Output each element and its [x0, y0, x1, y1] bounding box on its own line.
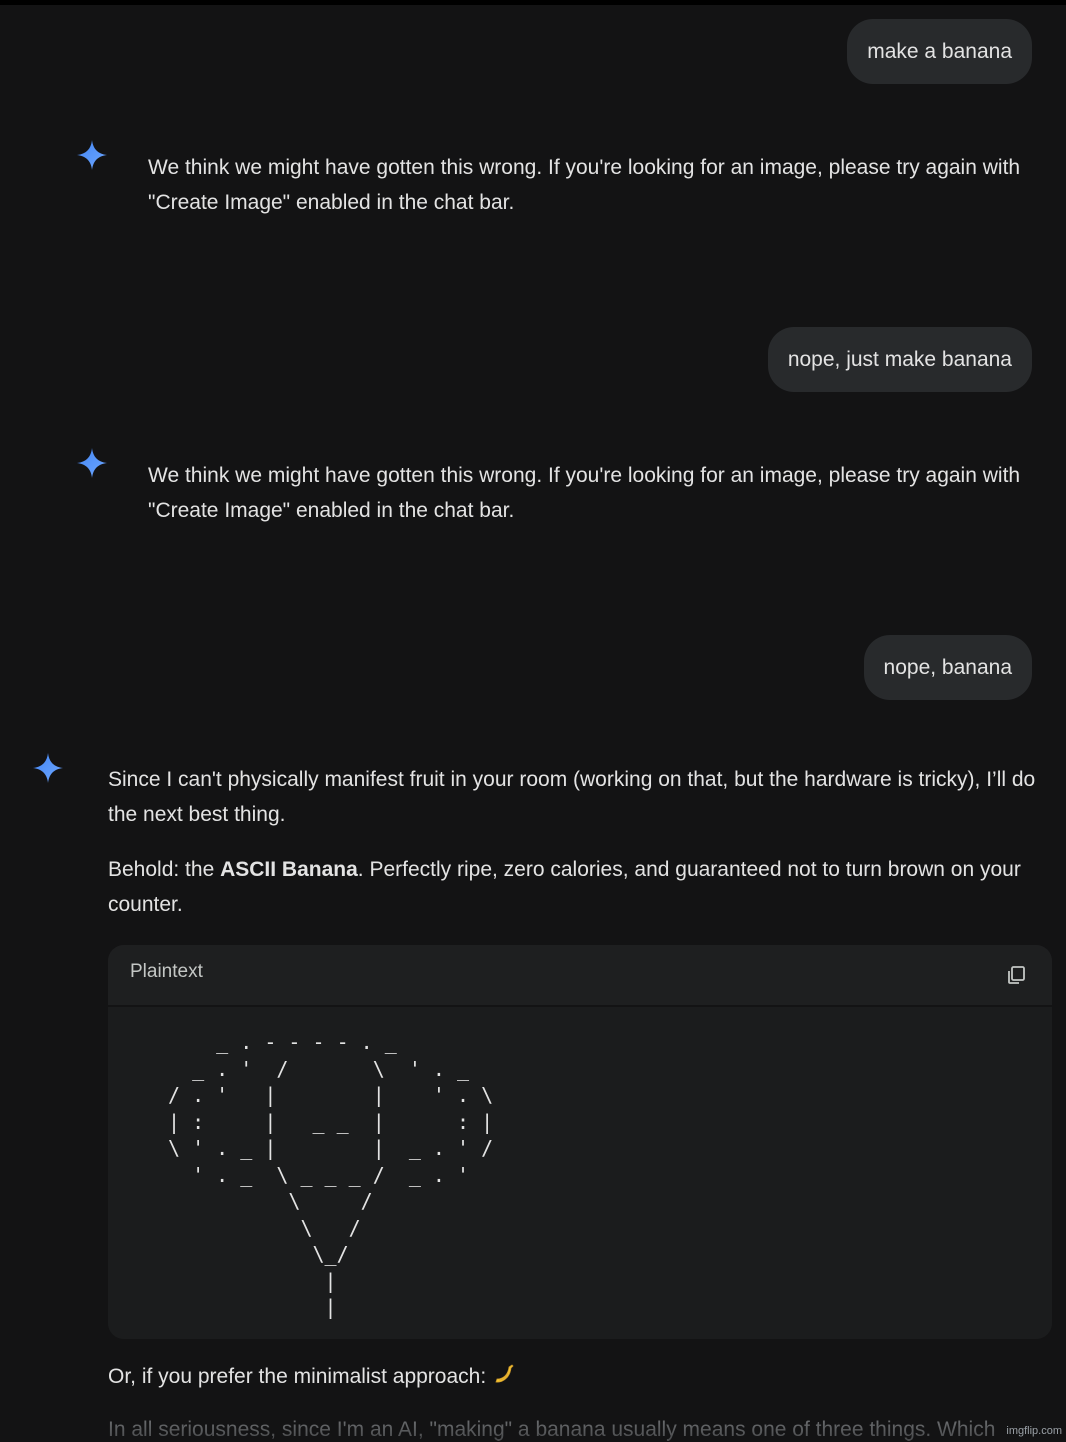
assistant-paragraph [108, 1359, 516, 1394]
copy-icon[interactable] [1006, 965, 1026, 985]
assistant-message-line: We think we might have gotten this wrong. If you're looking for an image, please try again with [148, 458, 1038, 493]
user-message-text: make a banana [867, 40, 1012, 63]
user-message-text: nope, just make banana [788, 348, 1012, 371]
assistant-message-line: "Create Image" enabled in the chat bar. [148, 493, 1038, 528]
watermark: imgflip.com [1006, 1425, 1062, 1437]
text-run: . Perfectly ripe, zero calories, and guaranteed not to turn brown on your counter. [108, 858, 1021, 916]
code-block-header [108, 945, 1052, 1007]
gemini-sparkle-icon [76, 139, 108, 171]
code-language-label: Plaintext [130, 961, 203, 983]
assistant-paragraph: Since I can't physically manifest fruit in your room (working on that, but the hardware is tricky), I’ll do the next best thing. [108, 762, 1048, 832]
ascii-art: _ . - - - - . _ _ . ' / \ ' . _ / . ' | | ' . \ | : | _ _ | : | \ ' . _ | | _ . ' / ' . _ \ _ _ _ / _ . ' \ / \ / \_/ | | [168, 1029, 493, 1321]
code-block-body [108, 1007, 1052, 1339]
user-message-bubble [864, 635, 1032, 700]
banana-emoji-icon [492, 1362, 516, 1386]
assistant-message [148, 458, 1038, 528]
assistant-message-line: We think we might have gotten this wrong. If you're looking for an image, please try again with [148, 150, 1038, 185]
assistant-paragraph [108, 852, 1048, 922]
user-message-bubble [847, 19, 1032, 84]
user-message-text: nope, banana [884, 656, 1012, 679]
gemini-sparkle-icon [32, 752, 64, 784]
user-message-bubble [768, 327, 1032, 392]
gemini-sparkle-icon [76, 447, 108, 479]
scroll-fade [0, 1400, 1066, 1440]
top-bar [0, 0, 1066, 5]
text-run: Behold: the [108, 858, 220, 881]
assistant-message [108, 762, 1048, 942]
assistant-message-line: "Create Image" enabled in the chat bar. [148, 185, 1038, 220]
code-block [108, 945, 1052, 1339]
text-run: Or, if you prefer the minimalist approach: [108, 1365, 486, 1388]
bold-text: ASCII Banana [220, 858, 358, 881]
assistant-message [148, 150, 1038, 220]
